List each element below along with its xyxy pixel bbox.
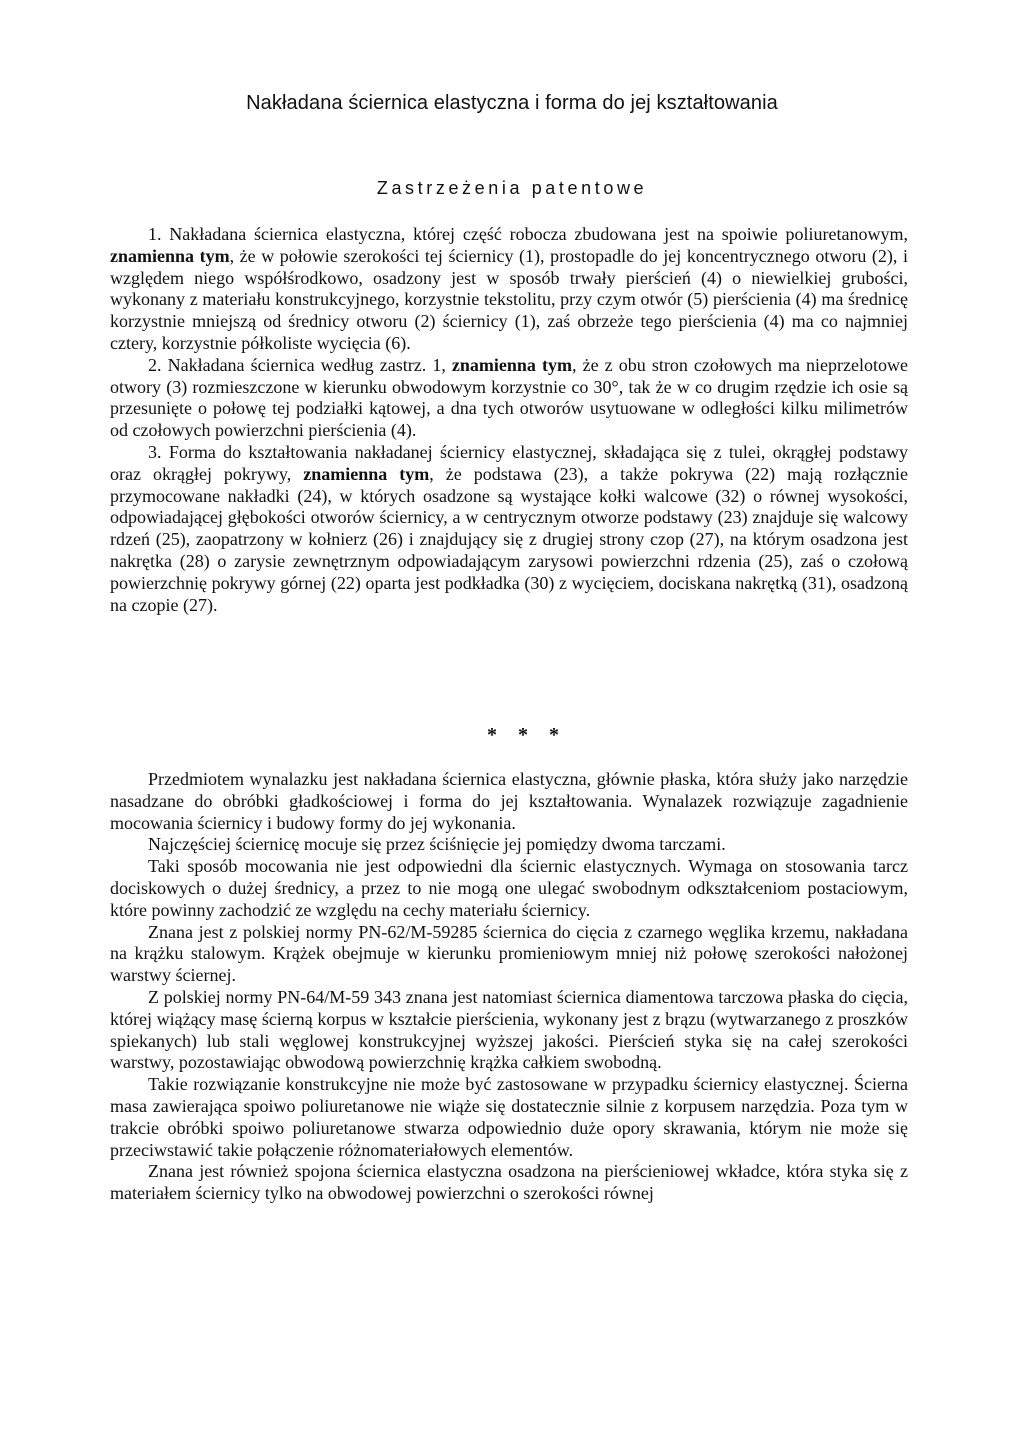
claim-text: , że z obu stron czołowych ma nieprzelotowe otwory (3) rozmieszczone w kierunku obwodowym korzystnie co 30°, tak że w co drugim rzędzie ich osie są przesunięte o połowę tej podziałki kątowej, a dna tych otworów usytuowane w odległości kilku milimetrów od czołowych powierzchni pierścienia (4). — [110, 354, 908, 441]
claim-characterizing-phrase: znamienna tym — [303, 463, 430, 484]
section-separator: * * * — [487, 724, 567, 746]
document-title: Nakładana ściernica elastyczna i forma do jej kształtowania — [246, 92, 778, 114]
claim-text: 1. Nakładana ściernica elastyczna, której część robocza zbudowana jest na spoiwie poliuretanowym, — [148, 224, 908, 244]
claim-text: 3. Forma do kształtowania nakładanej ściernicy elastycznej, składająca się z tulei, okrągłej podstawy oraz okrągłej pokrywy, — [110, 441, 908, 484]
description-paragraph: Najczęściej ściernicę mocuje się przez ściśnięcie jej pomiędzy dwoma tarczami. — [148, 834, 726, 855]
description-paragraph: Znana jest również spojona ściernica elastyczna osadzona na pierścieniowej wkładce, która styka się z materiałem ściernicy tylko na obwodowej powierzchni o szerokości równej — [110, 1161, 908, 1204]
description-paragraph: Znana jest z polskiej normy PN-62/M-59285 ściernica do cięcia z czarnego węglika krzemu, nakładana na krążku stalowym. Krążek obejmuje w kierunku promieniowym mniej niż połowę szerokości nałożonej warstwy ściernej. — [110, 921, 908, 986]
claim-paragraph — [110, 442, 908, 616]
claim-paragraph — [110, 224, 908, 355]
description-paragraph: Takie rozwiązanie konstrukcyjne nie może być zastosowane w przypadku ściernicy elastycznej. Ścierna masa zawierająca spoiwo poliuretanowe nie wiąże się dostatecznie silnie z korpusem narzędzia. Poza tym w trakcie obróbki spoiwo poliuretanowe stwarza odpowiednio duże opory skrawania, którym nie może się przeciwstawić takie połączenie różnomateriałowych elementów. — [110, 1074, 908, 1160]
claim-paragraph — [110, 355, 908, 442]
claim-characterizing-phrase: znamienna tym — [451, 354, 572, 375]
claims-heading: Zastrzeżenia patentowe — [376, 178, 648, 198]
claim-text: , że w połowie szerokości tej ściernicy (1), prostopadle do jej koncentrycznego otworu (2), i względem niego współśrodkowo, osadzony jest w sposób trwały pierścień (4) o niewielkiej grubości, wykonany z materiału konstrukcyjnego, korzystnie tekstolitu, przy czym otwór (5) pierścienia (4) ma średnicę korzystnie mniejszą od średnicy otworu (2) ściernicy (1), zaś obrzeże tego pierścienia (4) ma co najmniej cztery, korzystnie półkoliste wycięcia (6). — [110, 245, 908, 353]
description-paragraph: Przedmiotem wynalazku jest nakładana ściernica elastyczna, głównie płaska, która służy jako narzędzie nasadzane do obróbki gładkościowej i forma do jej kształtowania. Wynalazek rozwiązuje zagadnienie mocowania ściernicy i budowy formy do jej wykonania. — [110, 769, 908, 833]
claim-characterizing-phrase: znamienna tym — [110, 245, 230, 266]
claim-text: 2. Nakładana ściernica według zastrz. 1, — [148, 354, 452, 375]
description-paragraph: Z polskiej normy PN-64/M-59 343 znana jest natomiast ściernica diamentowa tarczowa płaska do cięcia, której wiążący masę ścierną korpus w kształcie pierścienia, wykonany jest z brązu (wytwarzanego z proszków spiekanych) lub stali węglowej konstrukcyjnej wyższej jakości. Pierścień styka się na całej szerokości warstwy, pozostawiając obwodową powierzchnię krążka całkiem swobodną. — [110, 986, 908, 1073]
claim-text: , że podstawa (23), a także pokrywa (22) mają rozłącznie przymocowane nakładki (24), w których osadzone są wystające kołki walcowe (32) o równej wysokości, odpowiadającej głębokości otworów ściernicy, a w centrycznym otworze podstawy (23) znajduje się walcowy rdzeń (25), zaopatrzony w kołnierz (26) i znajdujący się z drugiej strony czop (27), na którym osadzona jest nakrętka (28) o zarysie zewnętrznym odpowiadającym zarysowi powierzchni rdzenia (25), zaś o czołową powierzchnię pokrywy górnej (22) oparta jest podkładka (30) z wycięciem, dociskana nakrętką (31), osadzoną na czopie (27). — [110, 463, 908, 615]
description-paragraph: Taki sposób mocowania nie jest odpowiedni dla ściernic elastycznych. Wymaga on stosowania tarcz dociskowych o dużej średnicy, a przez to nie mogą one ulegać swobodnym odkształceniom postaciowym, które powinny zachodzić ze względu na cechy materiału ściernicy. — [110, 856, 908, 920]
description-section — [110, 769, 908, 1205]
claims-section — [110, 224, 908, 616]
